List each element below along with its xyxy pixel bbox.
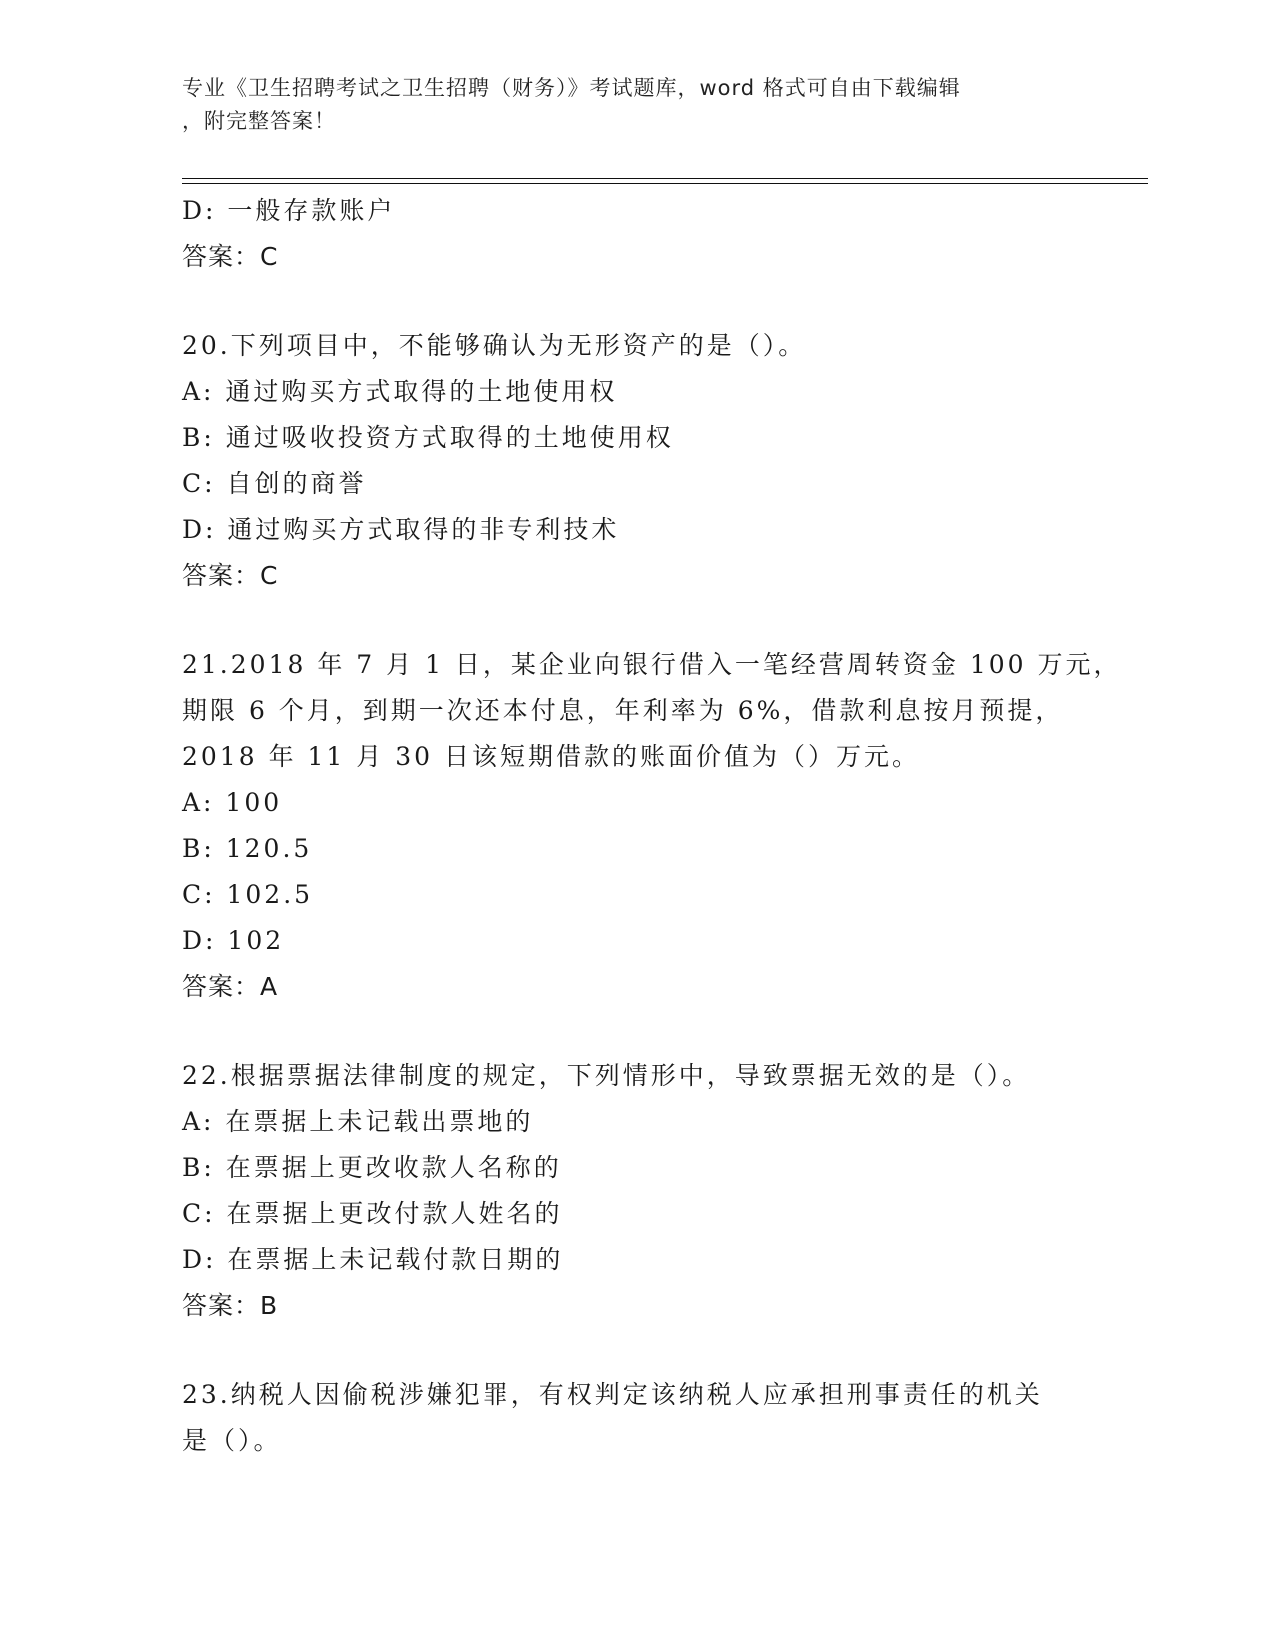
- header-rule-top: [182, 178, 1148, 179]
- question-20: [182, 323, 1082, 599]
- page-header: [182, 72, 1062, 138]
- answer: 答案：C: [182, 561, 279, 590]
- option-d: D: 在票据上未记载付款日期的: [182, 1245, 564, 1274]
- answer: 答案：A: [182, 972, 279, 1001]
- question-stem-line-1: 21.2018 年 7 月 1 日，某企业向银行借入一笔经营周转资金 100 万元，: [182, 650, 1122, 679]
- option-b: B: 通过吸收投资方式取得的土地使用权: [182, 423, 674, 452]
- question-stem-line-2: 期限 6 个月，到期一次还本付息，年利率为 6%，借款利息按月预提，: [182, 696, 1064, 725]
- option-b: B: 120.5: [182, 834, 313, 863]
- question-19-tail: [182, 188, 1082, 280]
- question-23: [182, 1372, 1082, 1464]
- answer: 答案：C: [182, 242, 279, 271]
- option-c: C: 自创的商誉: [182, 469, 367, 498]
- question-stem-line-2: 是（）。: [182, 1426, 282, 1455]
- answer: 答案：B: [182, 1291, 279, 1320]
- header-rule-bottom: [182, 183, 1148, 184]
- question-22: [182, 1053, 1082, 1329]
- option-c: C: 在票据上更改付款人姓名的: [182, 1199, 563, 1228]
- question-stem: 20.下列项目中，不能够确认为无形资产的是（）。: [182, 331, 807, 360]
- question-stem-line-1: 23.纳税人因偷税涉嫌犯罪，有权判定该纳税人应承担刑事责任的机关: [182, 1380, 1043, 1409]
- option-a: A: 在票据上未记载出票地的: [182, 1107, 534, 1136]
- question-21: [182, 642, 1122, 1010]
- question-stem: 22.根据票据法律制度的规定，下列情形中，导致票据无效的是（）。: [182, 1061, 1031, 1090]
- header-line-2: ，附完整答案！: [182, 109, 336, 133]
- option-d: D: 通过购买方式取得的非专利技术: [182, 515, 620, 544]
- option-a: A: 通过购买方式取得的土地使用权: [182, 377, 618, 406]
- question-stem-line-3: 2018 年 11 月 30 日该短期借款的账面价值为（）万元。: [182, 742, 920, 771]
- option-c: C: 102.5: [182, 880, 314, 909]
- option-d: D: 一般存款账户: [182, 196, 396, 225]
- option-d: D: 102: [182, 926, 285, 955]
- question-list: [182, 188, 1122, 1464]
- option-b: B: 在票据上更改收款人名称的: [182, 1153, 562, 1182]
- header-line-1: 专业《卫生招聘考试之卫生招聘（财务）》考试题库，word 格式可自由下载编辑: [182, 76, 961, 100]
- option-a: A: 100: [182, 788, 283, 817]
